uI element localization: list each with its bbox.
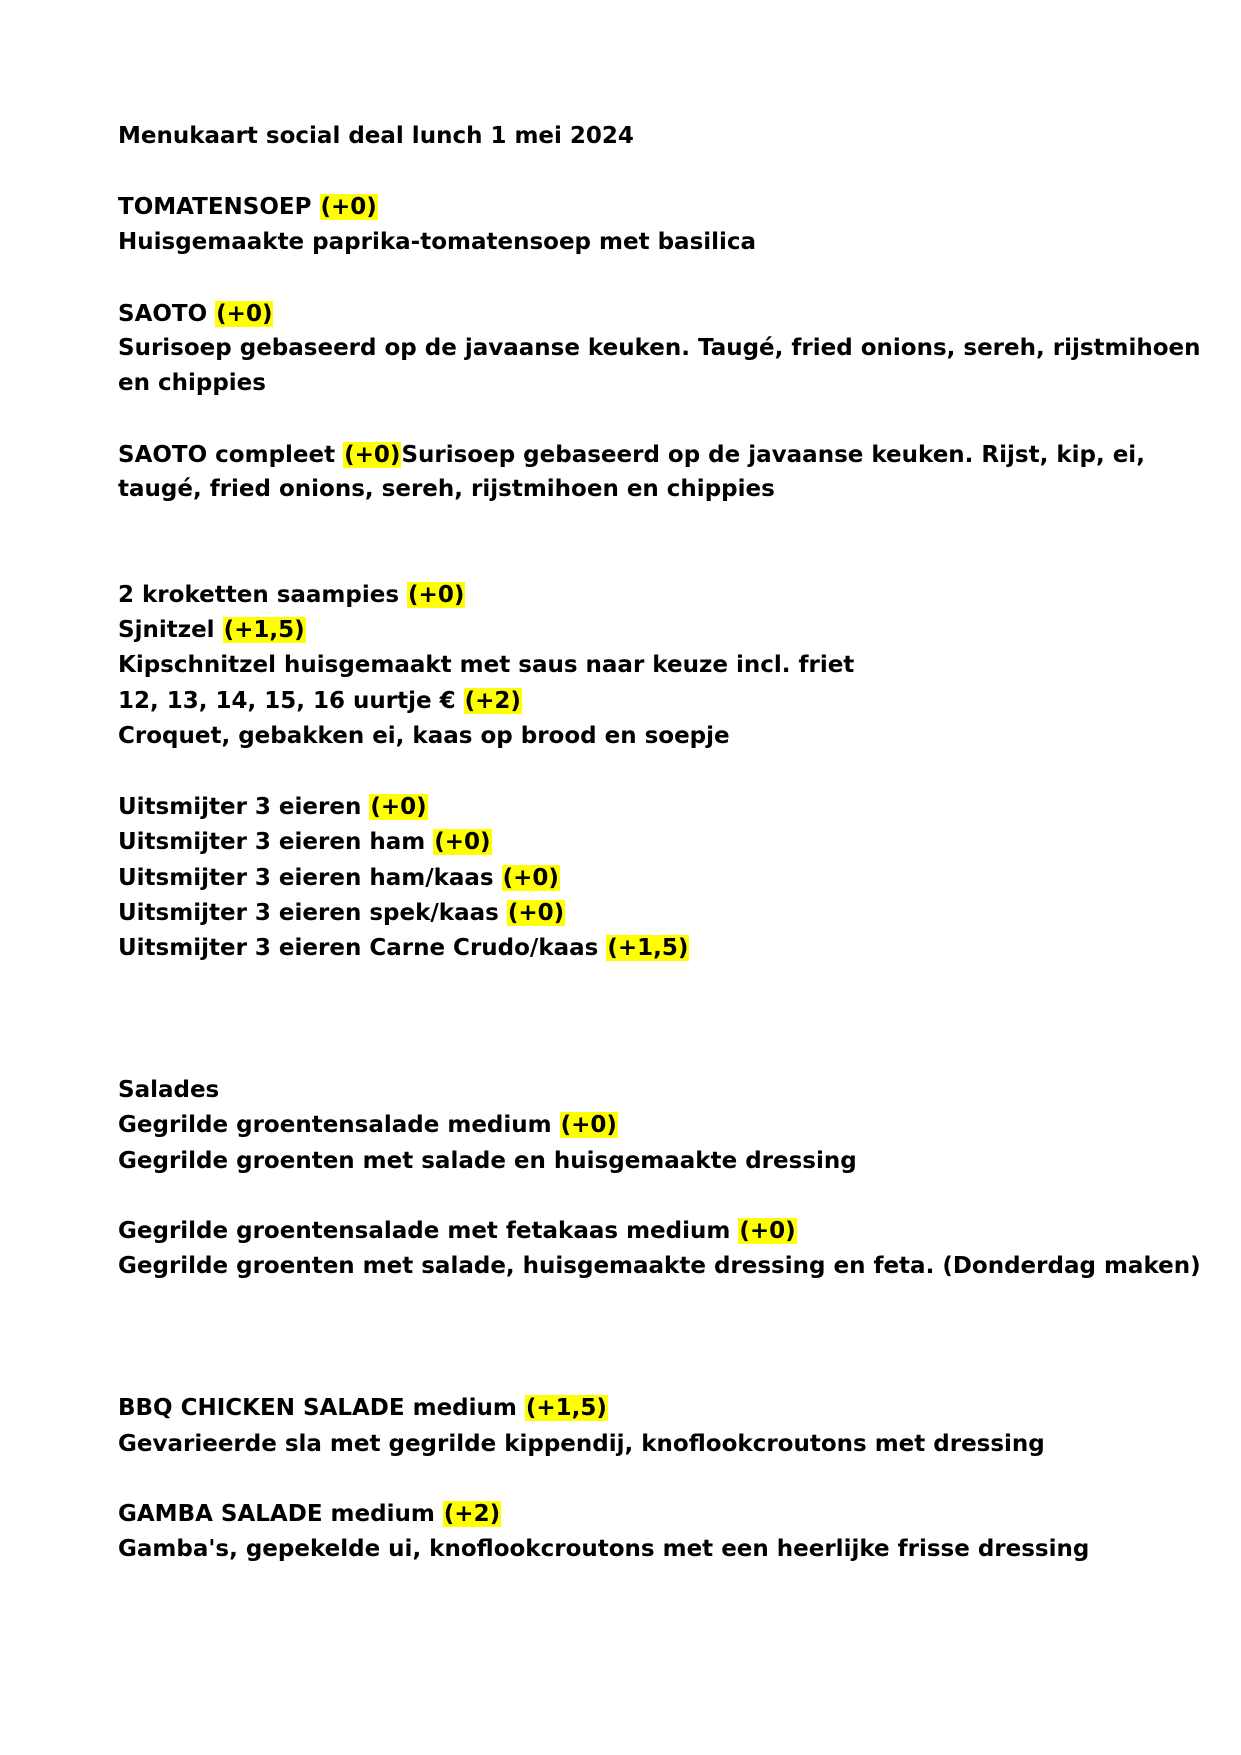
menu-item-uitsmijter-ham-kaas: Uitsmijter 3 eieren ham/kaas (+0) [118,865,559,891]
price-tag: (+0) [344,442,401,468]
price-tag: (+1,5) [223,617,305,643]
price-tag: (+2) [443,1501,501,1527]
menu-item-description: Huisgemaakte paprika-tomatensoep met basilica [118,229,757,255]
price-tag: (+0) [502,865,559,891]
price-tag: (+0) [370,794,427,820]
menu-item-uitsmijter-spek-kaas: Uitsmijter 3 eieren spek/kaas (+0) [118,900,565,926]
menu-item-description: Gegrilde groenten met salade, huisgemaakte dressing en feta. (Donderdag maken) [118,1253,1201,1279]
menu-item-description: Gamba's, gepekelde ui, knoflookcroutons met een heerlijke frisse dressing [118,1536,1090,1562]
menu-item-description: taugé, fried onions, sereh, rijstmihoen en chippies [118,476,775,502]
price-tag: (+2) [464,688,521,714]
menu-item-description: Gevarieerde sla met gegrilde kippendij, knoflookcroutons met dressing [118,1431,1045,1457]
document-title: Menukaart social deal lunch 1 mei 2024 [118,123,634,149]
price-tag: (+0) [408,582,465,608]
section-heading-salades: Salades [118,1077,220,1103]
menu-item-uitsmijter-ham: Uitsmijter 3 eieren ham (+0) [118,829,491,855]
price-tag: (+1,5) [607,935,689,961]
menu-item-bbq-chicken-salade: BBQ CHICKEN SALADE medium (+1,5) [118,1395,607,1421]
menu-item-sjnitzel: Sjnitzel (+1,5) [118,617,305,643]
menu-item-tomatensoep: TOMATENSOEP (+0) [118,194,377,220]
menu-item-saoto-compleet: SAOTO compleet (+0)Surisoep gebaseerd op de javaanse keuken. Rijst, kip, ei, [118,442,1145,468]
price-tag: (+0) [320,194,377,220]
menu-item-description: Croquet, gebakken ei, kaas op brood en soepje [118,723,730,749]
menu-item-groentensalade: Gegrilde groentensalade medium (+0) [118,1112,617,1138]
price-tag: (+1,5) [525,1395,607,1421]
menu-item-uitsmijter: Uitsmijter 3 eieren (+0) [118,794,427,820]
price-tag: (+0) [739,1218,796,1244]
price-tag: (+0) [560,1112,617,1138]
price-tag: (+0) [434,829,491,855]
menu-item-groentensalade-feta: Gegrilde groentensalade met fetakaas medium (+0) [118,1218,796,1244]
menu-item-kroketten: 2 kroketten saampies (+0) [118,582,465,608]
menu-item-uitsmijter-carne-crudo: Uitsmijter 3 eieren Carne Crudo/kaas (+1,5) [118,935,689,961]
menu-item-description: en chippies [118,370,266,396]
price-tag: (+0) [216,301,273,327]
menu-item-description: Surisoep gebaseerd op de javaanse keuken. Taugé, fried onions, sereh, rijstmihoen [118,335,1201,361]
menu-item-description: Kipschnitzel huisgemaakt met saus naar keuze incl. friet [118,652,855,678]
menu-item-description: Gegrilde groenten met salade en huisgemaakte dressing [118,1148,857,1174]
menu-item-uurtje: 12, 13, 14, 15, 16 uurtje € (+2) [118,688,521,714]
price-tag: (+0) [507,900,565,926]
menu-item-gamba-salade: GAMBA SALADE medium (+2) [118,1501,501,1527]
menu-item-saoto: SAOTO (+0) [118,301,273,327]
